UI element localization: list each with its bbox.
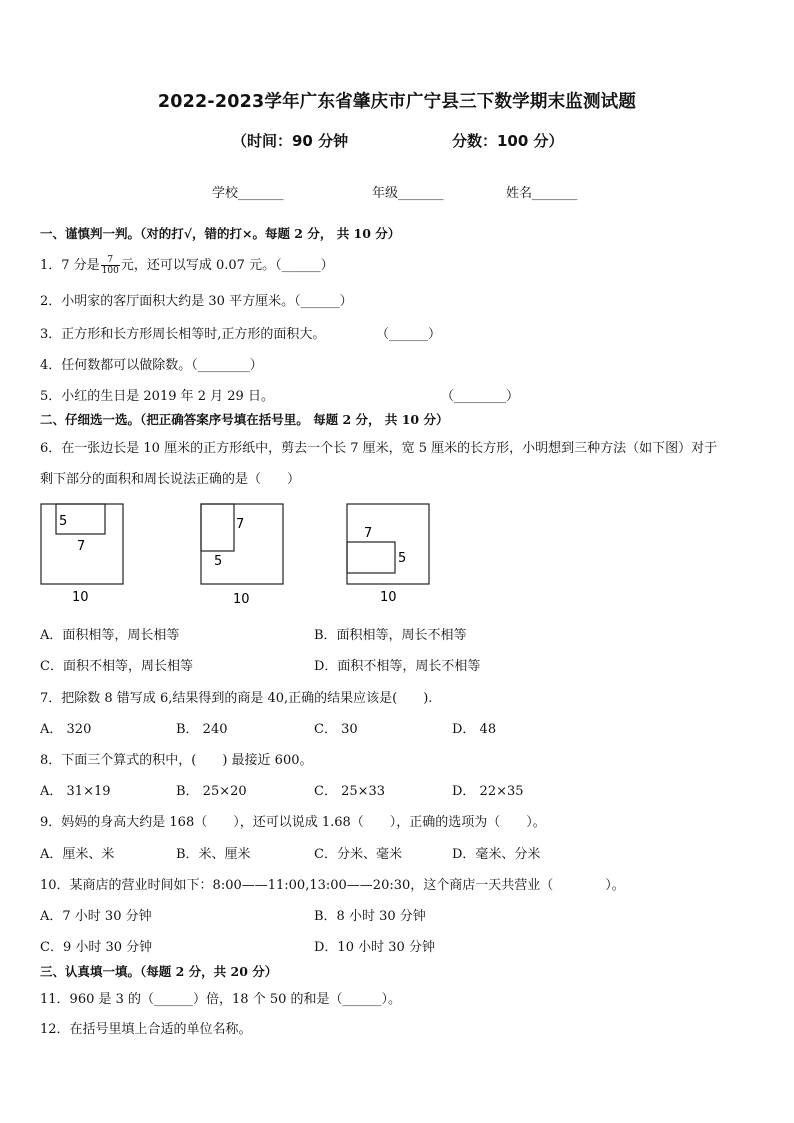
figure-3-square [347,504,429,584]
question-1 [40,254,334,276]
question-9: 9．妈妈的身高大约是 168（ ），还可以说成 1.68（ ），正确的选项为（ ）。 [40,815,546,830]
question-10-option-d: D．10 小时 30 分钟 [314,940,435,955]
question-10: 10．某商店的营业时间如下：8:00——11:00,13:00——20:30，这个商店一天共营业（ ）。 [40,878,625,893]
figure-1-side-label: 10 [72,590,89,605]
question-6-option-a: A．面积相等，周长相等 [40,628,180,643]
school-label: 学校 [212,186,239,201]
grade-field [372,182,444,201]
exam-score: 分数：100 分） [452,132,564,150]
question-3: 3．正方形和长方形周长相等时,正方形的面积大。 [40,327,326,342]
question-1-post: 元，还可以写成 0.07 元。（______） [120,258,334,273]
question-10-option-c: C．9 小时 30 分钟 [40,940,153,955]
exam-time: （时间：90 分钟 [232,132,349,150]
question-6-figures [30,498,450,610]
question-9-option-d: D．毫米、分米 [452,847,541,862]
section-3-heading: 三、认真填一填。（每题 2 分，共 20 分） [40,964,278,979]
figure-2-width-label: 5 [214,554,223,569]
question-6-option-b: B．面积相等，周长不相等 [314,628,467,643]
question-8: 8．下面三个算式的积中，( ) 最接近 600。 [40,753,313,768]
question-7-option-c: C． 30 [314,722,358,737]
figure-3-side-label: 10 [380,590,397,605]
name-blank: _______ [532,186,578,201]
figure-1-width-label: 5 [59,514,68,529]
question-4: 4．任何数都可以做除数。（________） [40,358,263,373]
figure-3-cutout [347,542,395,573]
figure-2-square [201,504,283,584]
figure-3-width-label: 5 [398,551,407,566]
grade-blank: _______ [398,186,444,201]
name-label: 姓名 [506,186,533,201]
fraction-denominator: 100 [101,266,119,276]
question-8-option-c: C． 25×33 [314,784,386,799]
section-1-heading: 一、谨慎判一判。（对的打√，错的打×。每题 2 分， 共 10 分） [40,226,401,241]
section-2-heading: 二、仔细选一选。（把正确答案序号填在括号里。 每题 2 分， 共 10 分） [40,412,449,427]
figure-2-side-label: 10 [233,592,250,607]
question-7-option-a: A． 320 [40,722,92,737]
figure-1-length-label: 7 [77,539,86,554]
question-6-option-c: C．面积不相等，周长相等 [40,659,193,674]
question-8-option-a: A． 31×19 [40,784,111,799]
fraction-numerator: 7 [101,255,120,266]
question-1-pre: 1．7 分是 [40,258,100,273]
name-field [506,182,578,201]
question-10-option-b: B．8 小时 30 分钟 [314,909,426,924]
question-3-blank: （______） [376,327,442,342]
question-7-option-b: B． 240 [176,722,228,737]
question-9-option-c: C．分米、毫米 [314,847,402,862]
question-5: 5．小红的生日是 2019 年 2 月 29 日。 [40,389,274,404]
figure-2-cutout [201,504,234,551]
question-2: 2．小明家的客厅面积大约是 30 平方厘米。（______） [40,294,353,309]
page-title: 2022-2023学年广东省肇庆市广宁县三下数学期末监测试题 [157,92,637,112]
school-blank: _______ [238,186,284,201]
question-9-option-b: B．米、厘米 [176,847,251,862]
figure-3-length-label: 7 [364,526,373,541]
question-9-option-a: A．厘米、米 [40,847,115,862]
question-7-option-d: D． 48 [452,722,497,737]
school-field [212,182,284,201]
fraction [101,255,120,276]
question-6-line-1: 6．在一张边长是 10 厘米的正方形纸中，剪去一个长 7 厘米，宽 5 厘米的长方形，小明想到三种方法（如下图）对于 [40,441,718,456]
figure-2 [201,504,283,607]
question-6-option-d: D．面积不相等，周长不相等 [314,659,481,674]
question-10-option-a: A．7 小时 30 分钟 [40,909,152,924]
question-12: 12．在括号里填上合适的单位名称。 [40,1022,252,1037]
question-8-option-d: D． 22×35 [452,784,524,799]
figure-2-length-label: 7 [236,517,245,532]
question-6-line-2: 剩下部分的面积和周长说法正确的是（ ） [40,472,301,487]
figure-1 [41,504,123,605]
question-5-blank: （________） [441,389,520,404]
figure-3 [347,504,429,605]
grade-label: 年级 [372,186,399,201]
question-11: 11．960 是 3 的（______）倍，18 个 50 的和是（______）。 [40,992,402,1007]
question-8-option-b: B． 25×20 [176,784,247,799]
question-7: 7．把除数 8 错写成 6,结果得到的商是 40,正确的结果应该是( ). [40,691,433,706]
